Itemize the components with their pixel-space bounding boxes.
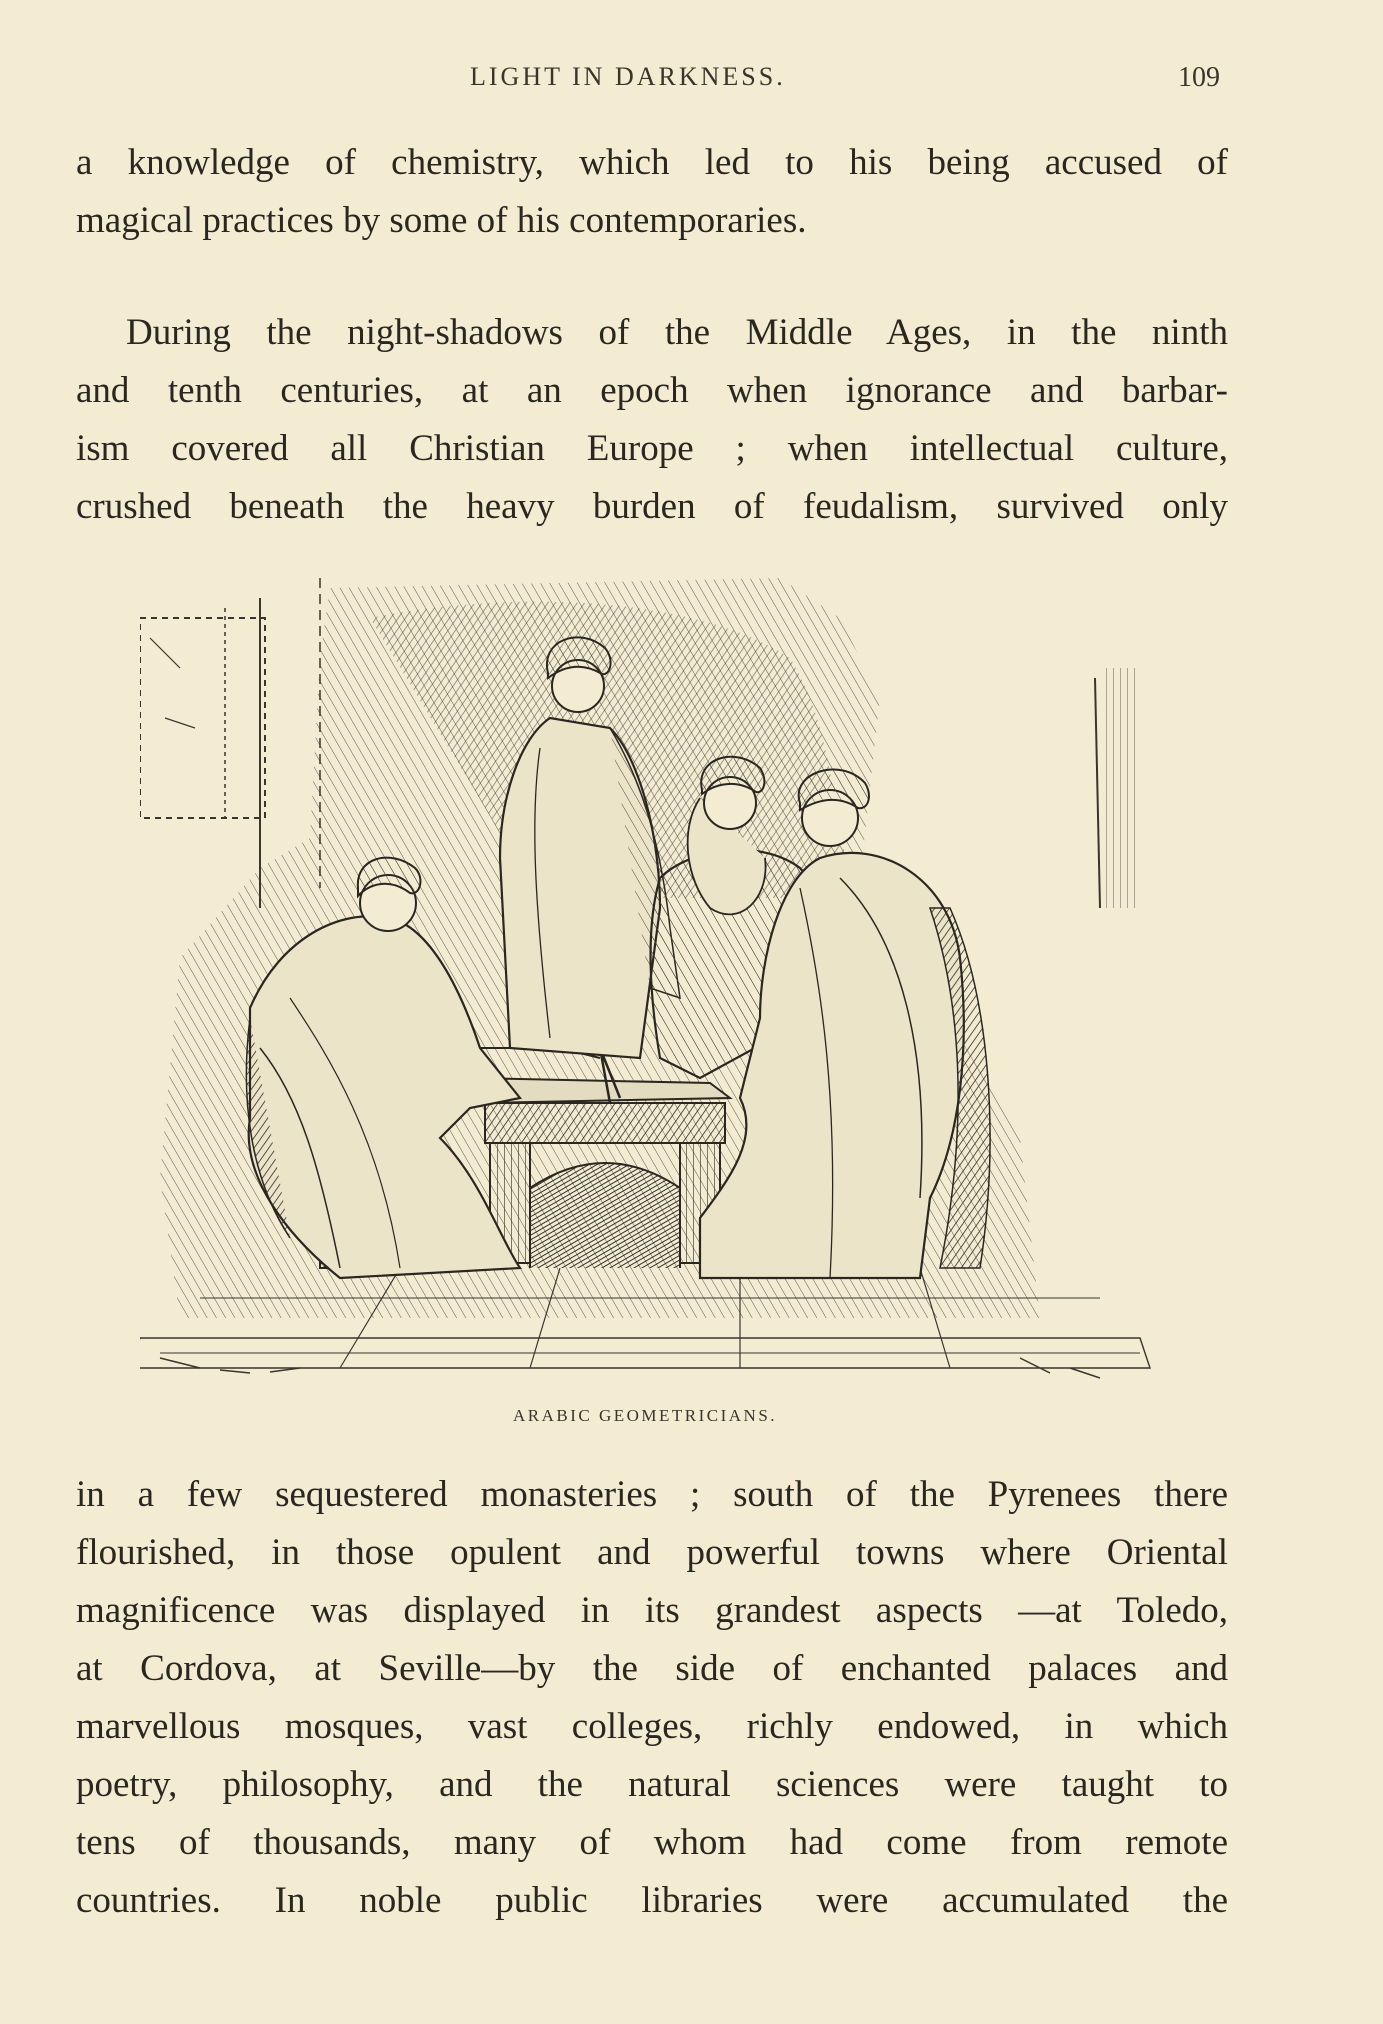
text-line: at Cordova, at Seville—by the side of enchanted palaces and [76, 1648, 1228, 1689]
running-head [0, 58, 1383, 98]
page-number: 109 [1178, 62, 1220, 93]
text-line: tens of thousands, many of whom had come from remote [76, 1822, 1228, 1863]
text-line: flourished, in those opulent and powerful towns where Oriental [76, 1532, 1228, 1573]
text-line: and tenth centuries, at an epoch when ignorance and barbar- [76, 370, 1228, 411]
text-line: magical practices by some of his contemporaries. [76, 200, 807, 241]
text-line: crushed beneath the heavy burden of feudalism, survived only [76, 486, 1228, 527]
paragraph-1 [76, 134, 1228, 250]
paragraph-2 [76, 304, 1228, 536]
text-line: marvellous mosques, vast colleges, richly endowed, in which [76, 1706, 1228, 1747]
figure-caption: ARABIC GEOMETRICIANS. [512, 1406, 778, 1425]
running-title: LIGHT IN DARKNESS. [470, 62, 786, 91]
text-line: a knowledge of chemistry, which led to his being accused of [76, 142, 1228, 183]
text-line: During the night-shadows of the Middle Ages, in the ninth [126, 312, 1228, 353]
engraving-illustration [140, 578, 1170, 1384]
text-line: poetry, philosophy, and the natural sciences were taught to [76, 1764, 1228, 1805]
text-line: countries. In noble public libraries were accumulated the [76, 1880, 1228, 1921]
text-line: ism covered all Christian Europe ; when intellectual culture, [76, 428, 1228, 469]
paragraph-3 [76, 1466, 1228, 1930]
text-line: magnificence was displayed in its grandest aspects —at Toledo, [76, 1590, 1228, 1631]
text-line: in a few sequestered monasteries ; south of the Pyrenees there [76, 1474, 1228, 1515]
